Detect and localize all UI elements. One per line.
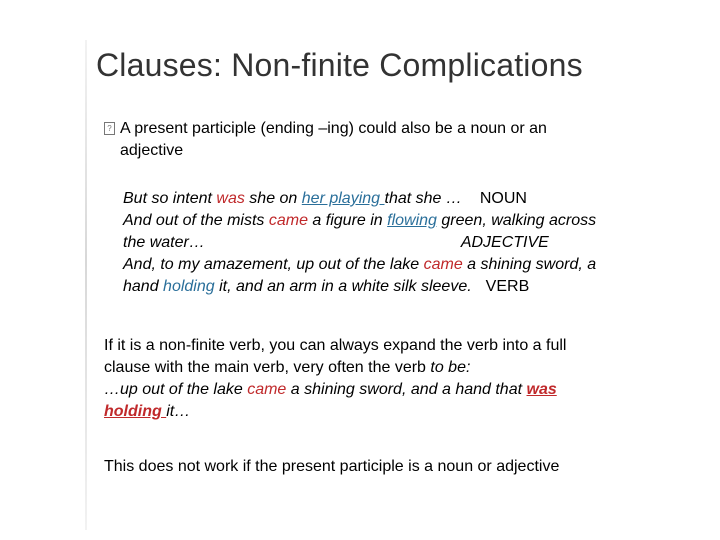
explanation-text: clause with the main verb, very often the verb xyxy=(104,359,431,376)
example-text: a figure in xyxy=(307,212,388,229)
slide-title: Clauses: Non-finite Complications xyxy=(96,47,583,83)
explanation-text: …up out of the lake xyxy=(104,381,248,398)
example-text: hand xyxy=(123,278,164,295)
example-line-5 xyxy=(123,276,698,298)
participle-highlight: holding xyxy=(104,403,167,420)
example-line-3 xyxy=(123,232,698,254)
explanation-text: it… xyxy=(166,403,191,420)
example-text: And out of the mists xyxy=(123,212,269,229)
explanation-line-2 xyxy=(104,357,694,379)
auxiliary-highlight: was xyxy=(526,381,557,398)
explanation-line-4 xyxy=(104,401,694,423)
example-text: that she … xyxy=(384,190,462,207)
closing-note: This does not work if the present participle is a noun or adjective xyxy=(104,458,560,475)
explanation-italic: to be: xyxy=(430,359,471,376)
example-text: green, walking across xyxy=(436,212,597,229)
explanation-line-3 xyxy=(104,379,694,401)
verb-highlight: came xyxy=(268,212,308,229)
category-label-verb: VERB xyxy=(485,278,530,295)
bullet-text xyxy=(104,118,694,162)
explanation-text: a shining sword, and a hand that xyxy=(286,381,527,398)
category-label-noun: NOUN xyxy=(479,190,527,207)
explanation-paragraph xyxy=(104,335,694,423)
example-sentences xyxy=(123,188,698,298)
verb-highlight: was xyxy=(216,190,245,207)
verb-participle-highlight: holding xyxy=(163,278,215,295)
example-line-2 xyxy=(123,210,698,232)
bullet-line-1: A present participle (ending –ing) could also be a noun or an xyxy=(120,120,547,137)
bullet-icon: ? xyxy=(104,122,115,135)
bullet-point xyxy=(104,118,694,162)
verb-highlight: came xyxy=(247,381,287,398)
example-line-1 xyxy=(123,188,698,210)
example-text: it, and an arm in a white silk sleeve. xyxy=(214,278,472,295)
noun-highlight: her playing xyxy=(301,190,385,207)
example-text: a shining sword, a xyxy=(462,256,597,273)
category-label-adjective: ADJECTIVE xyxy=(460,234,549,251)
example-text: she on xyxy=(244,190,302,207)
verb-highlight: came xyxy=(423,256,463,273)
example-line-4 xyxy=(123,254,698,276)
decorative-left-bar xyxy=(85,40,87,530)
example-text: the water… xyxy=(123,234,205,251)
bullet-line-2: adjective xyxy=(120,142,184,159)
example-text: But so intent xyxy=(123,190,217,207)
adjective-highlight: flowing xyxy=(387,212,437,229)
explanation-line-1: If it is a non-finite verb, you can always expand the verb into a full xyxy=(104,337,567,354)
example-text: And, to my amazement, up out of the lake xyxy=(123,256,424,273)
